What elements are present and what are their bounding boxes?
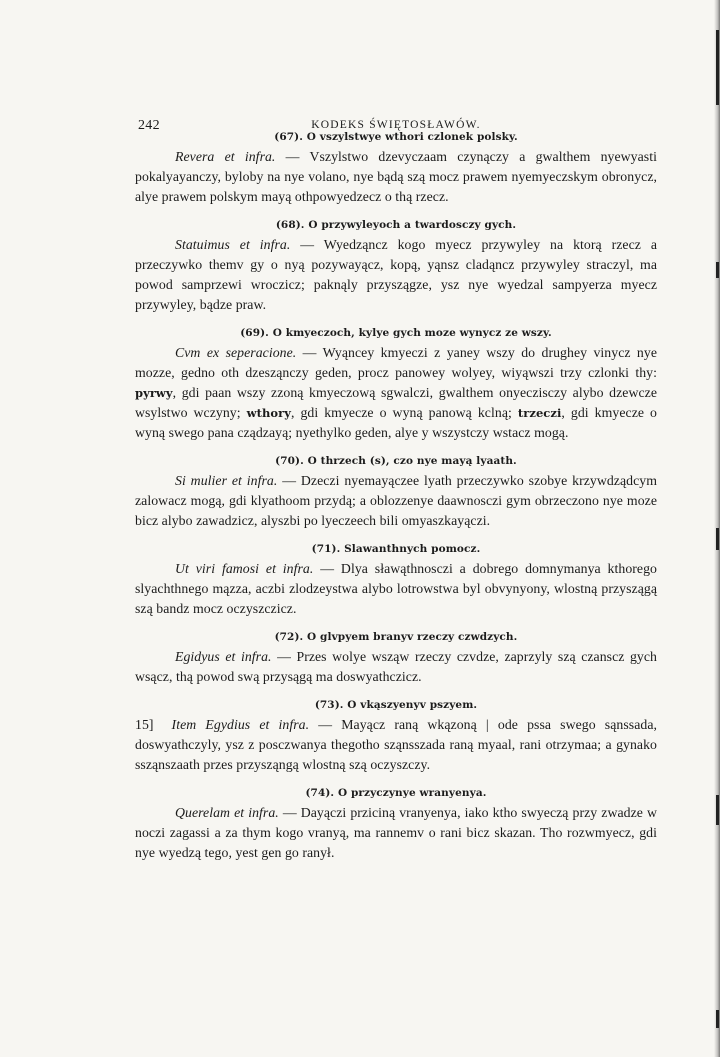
section-heading: (67). O vszylstwye wthori czlonek polsky. [274, 131, 518, 143]
latin-incipit: Querelam et infra. [175, 805, 279, 820]
section-paragraph [135, 343, 657, 443]
section-paragraph [135, 235, 657, 315]
section-68 [135, 215, 657, 315]
scan-edge-mark [716, 262, 719, 278]
section-heading: (74). O przyczynye wranyenya. [305, 787, 487, 799]
running-title: KODEKS ŚWIĘTOSŁAWÓW. [311, 119, 481, 131]
section-70 [135, 451, 657, 531]
page-number: 242 [138, 118, 160, 133]
emphasized-term: trzeczi [517, 406, 562, 420]
section-paragraph [135, 715, 657, 775]
paragraph-text: — Dzeczi nyemayączee lyath przeczywko szobye krzywdządcym zalowacz mogą, gdi klyathoom przydą; a oblozzenye daawnosczi gym obrzeczono nye moze bicz alybo zawadzicz, alyszbi po lyeczeech bili omyaszkayączi. [135, 473, 658, 528]
paragraph-text: — Wyąncey kmyeczi z yaney wszy do drughey vinycz nye mozze, gedno oth dzesząnczy geden, procz panowey wolyey, wiyąwszi trzy czlonki thy: [135, 345, 657, 380]
paragraph-text: — Vszylstwo dzevyczaam czynączy a gwalthem nyewyasti pokalyayanczy, byloby na nye volano, nye bądą szą mocz prawem nyemyeczskym obronycz, alye prawem polskym mayą othpowyedzecz o thą rzecz. [135, 149, 657, 204]
latin-incipit: Revera et infra. [175, 149, 276, 164]
section-73 [135, 695, 657, 775]
scan-edge-mark [716, 1010, 719, 1028]
section-paragraph [135, 647, 657, 687]
latin-incipit: Statuimus et infra. [175, 237, 291, 252]
emphasized-term: wthory [246, 406, 291, 420]
paragraph-text: — Mayącz raną wkązoną | ode pssa swego sąnssada, doswyathczyly, ysz z posczwanya thegotho sząnsszada raną myaal, rani otrzymaa; a gynako ssząnszaath przes przysząngą wlostną szą oczyszczy. [135, 717, 657, 772]
scan-edge-mark [716, 795, 719, 825]
paragraph-text: — Dlya sławąthnosczi a dobrego domnymanya kthorego slyachthnego mązza, aczbi zlodzeystwa alybo lotrowstwa byl obvynyony, wlostną przyszągą szą bandz mocz oczyszczicz. [135, 561, 657, 616]
section-heading: (68). O przywyleyoch a twardosczy gych. [275, 219, 517, 231]
latin-incipit: Cvm ex seperacione. [175, 345, 297, 360]
paragraph-text: , gdi paan wszy zzoną kmyeczową sgwalczi, gwalthem onyeczisczy alybo dzewcze wsylstwo wczyny; [135, 385, 657, 420]
paragraph-text: — Dayączi prziciną vranyenya, iako ktho swyeczą przy zwadze w noczi zagassi a za thym kogo vranyą, ma rannemv o rani bicz skazan. Tho rozwmyecz, gdi nye wyedzą tego, yest gen go ranył. [135, 805, 658, 860]
paragraph-text: — Wyedząncz kogo myecz przywyley na ktorą rzecz a przeczywko themv gy o nyą pozywayącz, kopą, yąnsz cladąncz przywyley straczyl, ma powod samprzewi wroczicz; paknąly przyszągze, ysz nye wyedzal sampyerza myecz przywyley, bądze praw. [135, 237, 657, 312]
folio-marker: 15] [135, 717, 154, 732]
section-heading: (71). Slawanthnych pomocz. [311, 543, 481, 555]
section-69 [135, 323, 657, 443]
section-71 [135, 539, 657, 619]
page-body [135, 127, 657, 871]
section-heading: (70). O thrzech (s), czo nye mayą lyaath. [275, 455, 517, 467]
section-paragraph [135, 471, 657, 531]
latin-incipit: Ut viri famosi et infra. [175, 561, 314, 576]
latin-incipit: Si mulier et infra. [175, 473, 278, 488]
scan-edge-mark [716, 30, 719, 105]
latin-incipit: Item Egydius et infra. [171, 717, 310, 732]
section-heading: (72). O glvpyem branyv rzeczy czwdzych. [274, 631, 518, 643]
section-72 [135, 627, 657, 687]
emphasized-term: pyrwy [135, 386, 173, 400]
latin-incipit: Egidyus et infra. [175, 649, 272, 664]
section-67 [135, 127, 657, 207]
paragraph-text: , gdi kmyecze o wyną swego pana cządzayą; nyethylko geden, alye y wszystczy wstacz mogą. [135, 405, 657, 440]
scan-edge-mark [716, 528, 719, 550]
section-paragraph [135, 559, 657, 619]
section-paragraph [135, 803, 657, 863]
paragraph-text: — Przes wolye wsząw rzeczy czvdze, zaprzyly szą czanscz gych wsącz, thą powod swą przysągą ma doswyathczicz. [135, 649, 658, 684]
section-74 [135, 783, 657, 863]
section-paragraph [135, 147, 657, 207]
paragraph-text: , gdi kmyecze o wyną panową kclną; [290, 405, 518, 420]
section-heading: (69). O kmyeczoch, kylye gych moze wynycz ze wszy. [240, 327, 552, 339]
section-heading: (73). O vkąszyenyv pszyem. [314, 699, 478, 711]
